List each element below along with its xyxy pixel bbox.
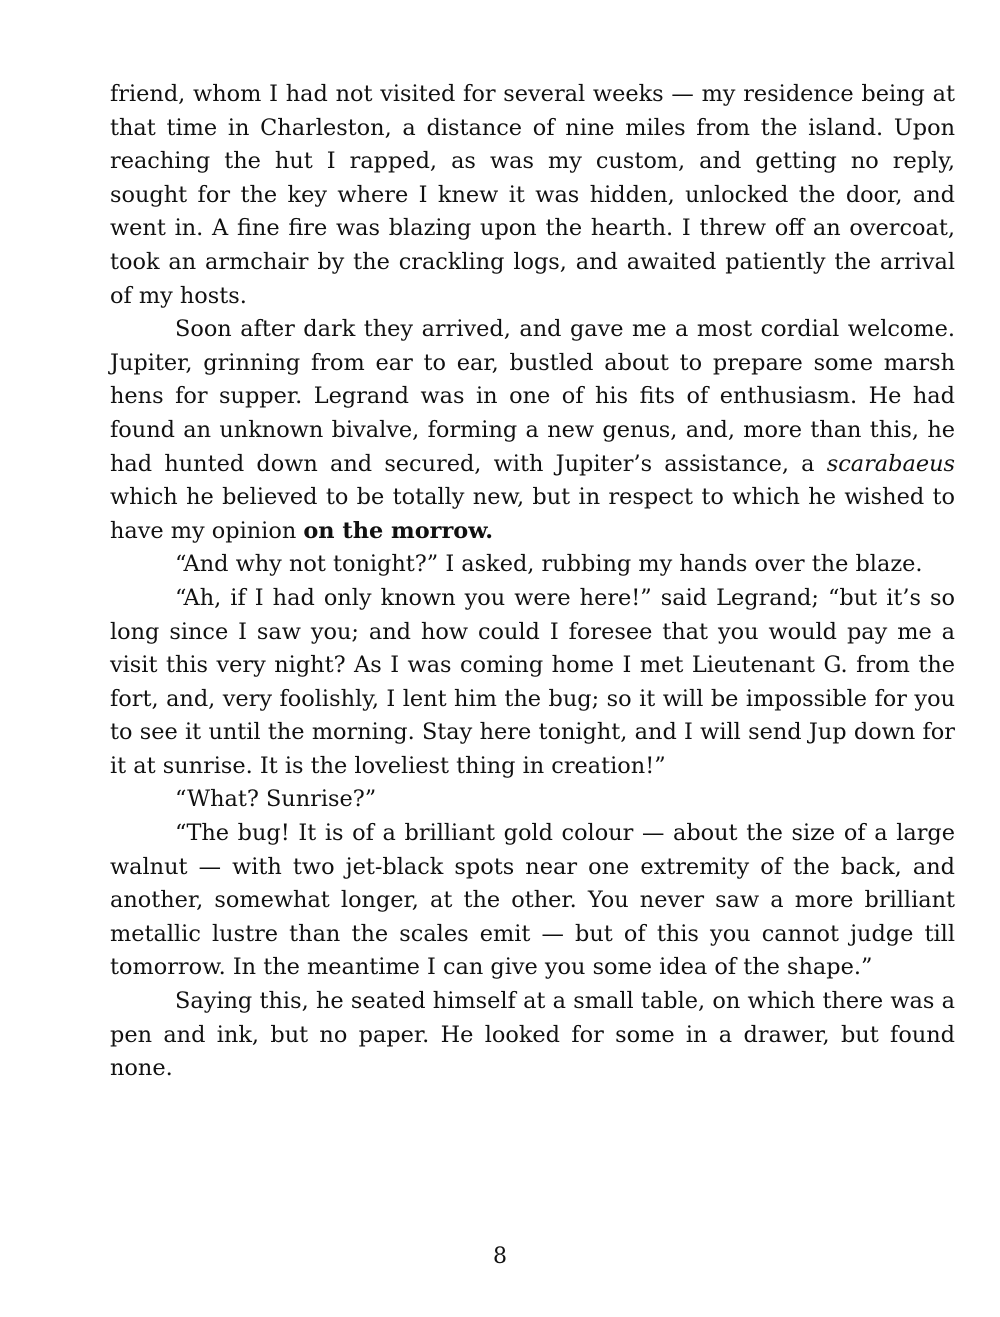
paragraph-text: “The bug! It is of a brilliant gold colour — about the size of a large walnut — with two jet-black spots near one extremity of the back, and another, somewhat longer, at the other. You never saw a more brilliant metallic lustre than the scales emit — but of this you cannot judge till tomorrow. In the meantime I can give you some idea of the shape.” xyxy=(110,820,955,981)
page-number: 8 xyxy=(493,1244,507,1269)
paragraph-text: “Ah, if I had only known you were here!” said Legrand; “but it’s so long since I saw you; and how could I foresee that you would pay me a visit this very night? As I was coming home I met Lieutenant G. from the fort, and, very foolishly, I lent him the bug; so it will be impossible for you to see it until the morning. Stay here tonight, and I will send Jup down for it at sunrise. It is the loveliest thing in creation!” xyxy=(110,584,955,779)
page-body xyxy=(110,78,955,1086)
paragraph xyxy=(110,783,955,817)
paragraph xyxy=(110,817,955,985)
paragraph-text: “And why not tonight?” I asked, rubbing my hands over the blaze. xyxy=(175,551,923,578)
paragraph xyxy=(110,548,955,582)
paragraph-text: “What? Sunrise?” xyxy=(175,786,377,813)
paragraph-text: Saying this, he seated himself at a small table, on which there was a pen and ink, but no paper. He looked for some in a drawer, but found none. xyxy=(110,988,955,1082)
bold-text: on the morrow. xyxy=(303,517,494,544)
paragraph-text: friend, whom I had not visited for several weeks — my residence being at that time in Charleston, a distance of nine miles from the island. Upon reaching the hut I rapped, as was my custom, and getting no reply, sought for the key where I knew it was hidden, unlocked the door, and went in. A fine fire was blazing upon the hearth. I threw off an overcoat, took an armchair by the crackling logs, and awaited patiently the arrival of my hosts. xyxy=(110,81,955,309)
text-block xyxy=(110,78,955,1086)
paragraph xyxy=(110,985,955,1086)
paragraph xyxy=(110,582,955,784)
italic-text: scarabaeus xyxy=(826,450,955,477)
paragraph-text: Soon after dark they arrived, and gave me a most cordial welcome. Jupiter, grinning from ear to ear, bustled about to prepare some marsh hens for supper. Legrand was in one of his fits of enthusiasm. He had found an unknown bivalve, forming a new genus, and, more than this, he had hunted down and secured, with Jupiter’s assistance, a xyxy=(110,316,955,477)
paragraph-text: which he believed to be totally new, but in respect to which he wished to have my opinion xyxy=(110,484,955,544)
paragraph xyxy=(110,78,955,313)
paragraph xyxy=(110,313,955,548)
